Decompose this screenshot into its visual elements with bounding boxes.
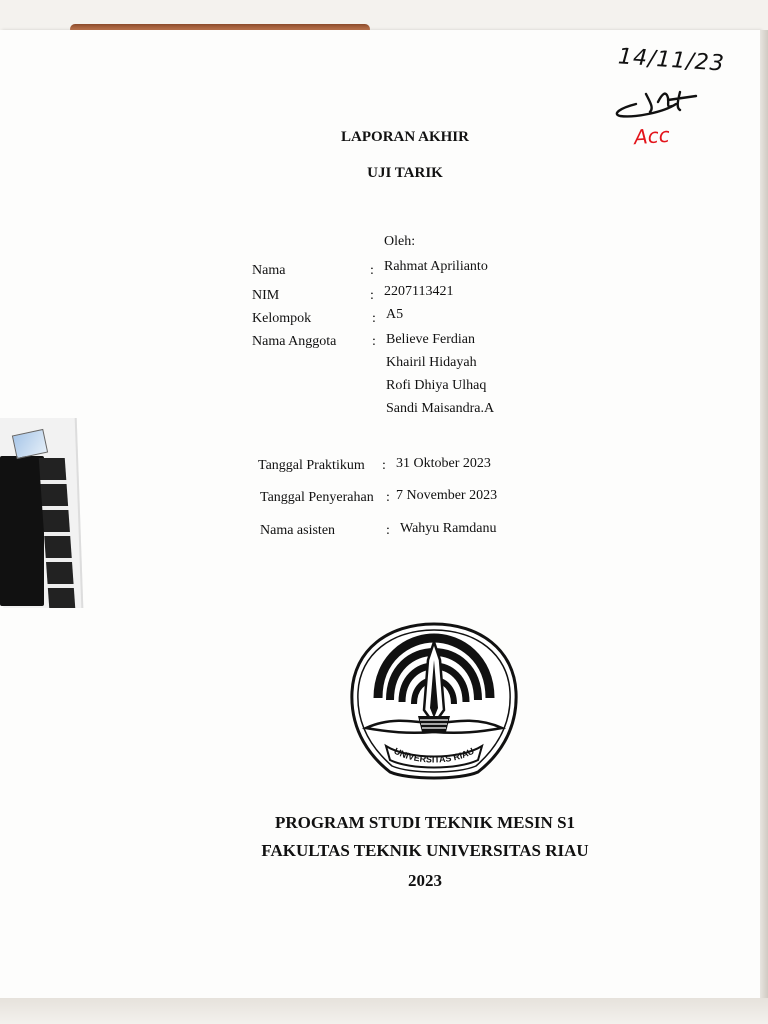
year: 2023: [408, 871, 442, 890]
handwritten-date: 14/11/23: [617, 44, 726, 77]
author-heading: Oleh:: [384, 234, 416, 249]
paper-bottom-edge: [0, 998, 768, 1024]
study-program: PROGRAM STUDI TEKNIK MESIN S1: [274, 813, 576, 832]
member-name: Sandi Maisandra.A: [386, 401, 495, 416]
binder-clip: [0, 418, 86, 610]
handwritten-approval: Acc: [633, 122, 671, 150]
report-subtitle: UJI TARIK: [367, 165, 443, 181]
report-title: LAPORAN AKHIR: [341, 129, 469, 145]
signature-icon: [606, 82, 702, 122]
logo-text: UNIVERSITAS RIAU: [392, 745, 476, 765]
paper-right-edge: [760, 30, 768, 998]
faculty: FAKULTAS TEKNIK UNIVERSITAS RIAU: [261, 841, 589, 860]
university-riau-logo: [348, 620, 520, 784]
member-name: Rofi Dhiya Ulhaq: [386, 378, 487, 393]
member-name: Khairil Hidayah: [386, 355, 477, 370]
